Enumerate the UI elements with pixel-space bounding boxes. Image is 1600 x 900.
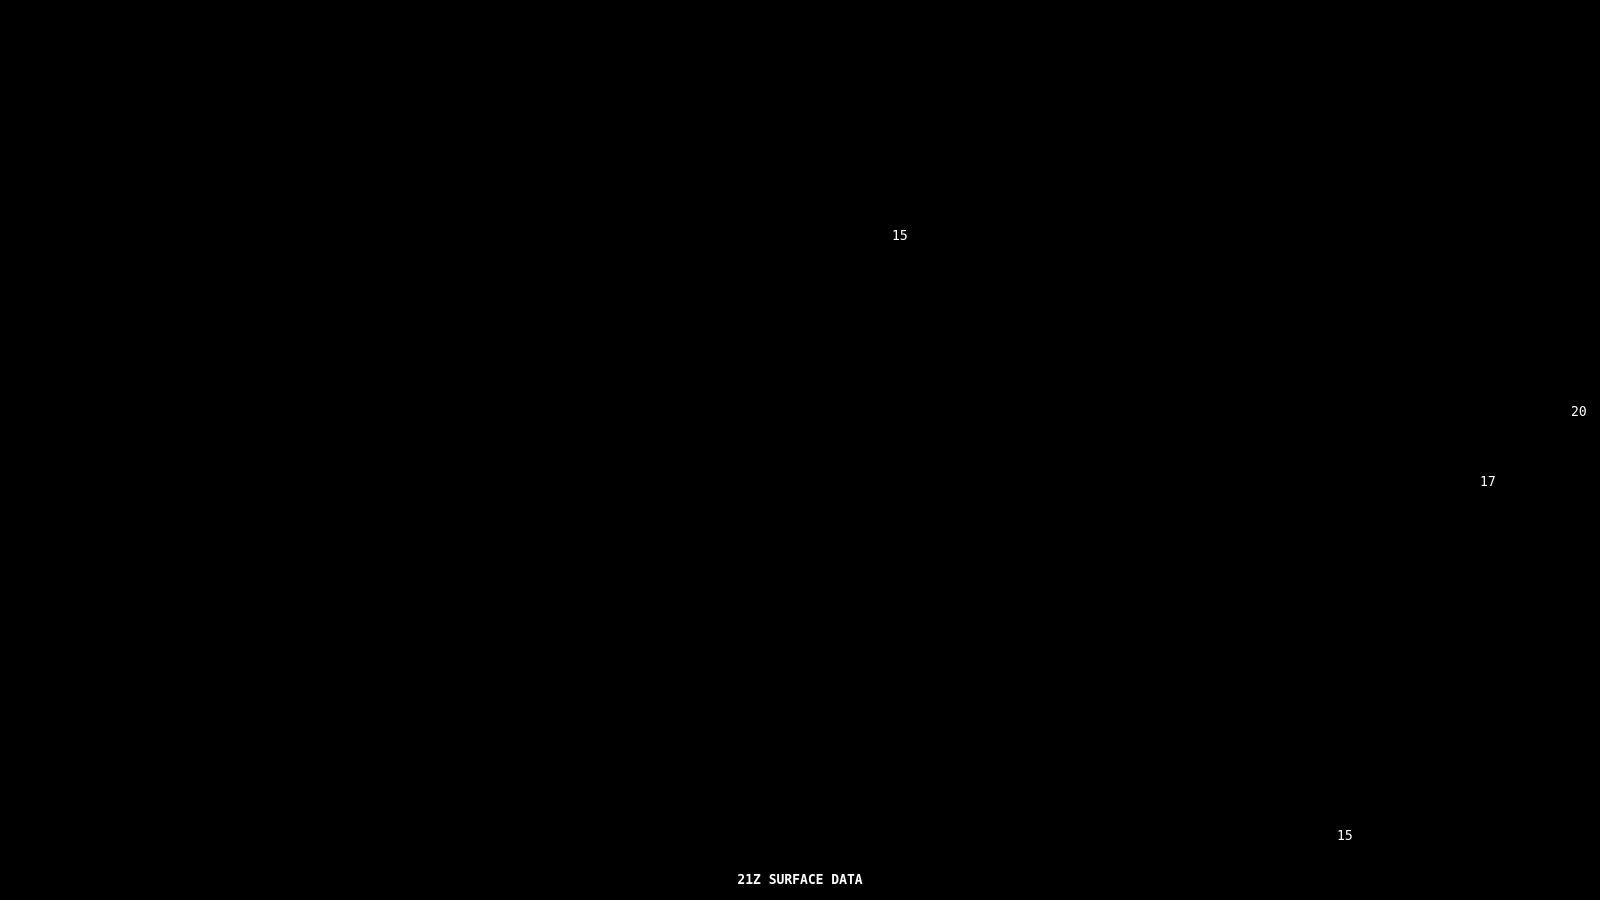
station-value-label: 15 <box>892 229 908 244</box>
plot-title: 21Z SURFACE DATA <box>737 873 863 888</box>
station-value-label: 15 <box>1337 829 1353 844</box>
station-value-label: 17 <box>1480 475 1496 490</box>
station-value-label: 20 <box>1571 405 1587 420</box>
